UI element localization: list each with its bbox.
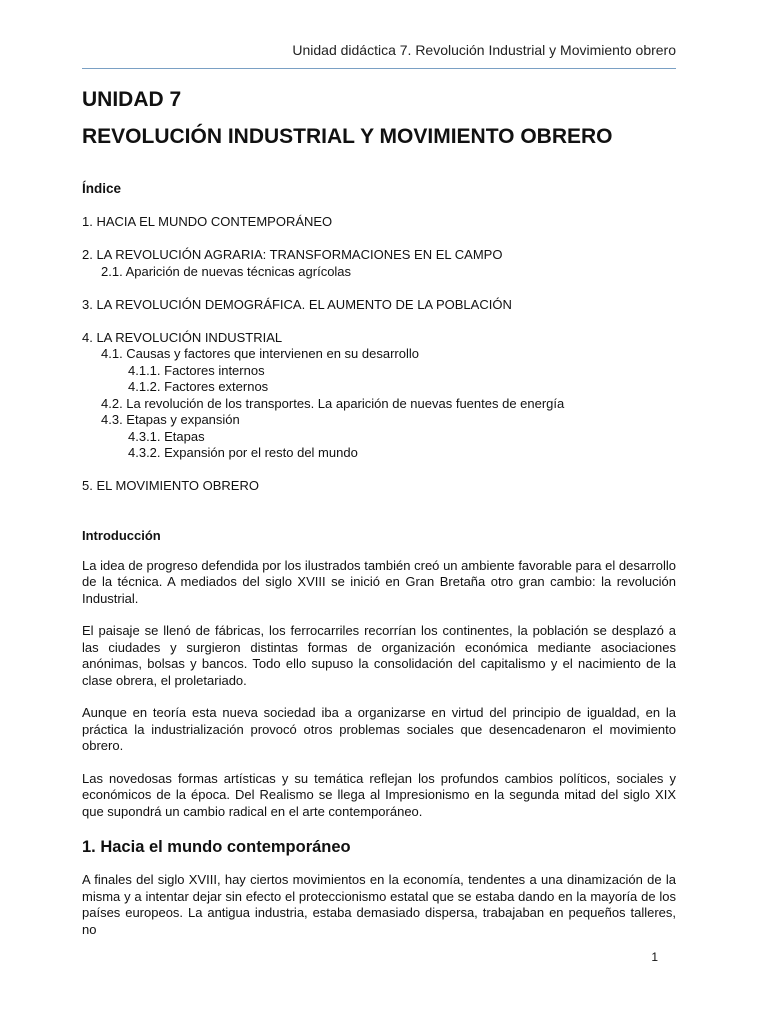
toc-item: 4.1. Causas y factores que intervienen en su desarrollo bbox=[101, 346, 419, 361]
page-content bbox=[82, 86, 676, 938]
toc-item: 4.1.1. Factores internos bbox=[128, 362, 265, 378]
toc-item: 5. EL MOVIMIENTO OBRERO bbox=[82, 478, 259, 493]
toc-item: 4.3.1. Etapas bbox=[128, 428, 205, 444]
unit-title: UNIDAD 7 bbox=[82, 88, 182, 111]
toc-item: 3. LA REVOLUCIÓN DEMOGRÁFICA. EL AUMENTO DE LA POBLACIÓN bbox=[82, 296, 512, 312]
toc-item: 4.3. Etapas y expansión bbox=[101, 412, 240, 427]
section-paragraph: A finales del siglo XVIII, hay ciertos movimientos en la economía, tendentes a una dinamización de la misma y a intentar dejar sin efecto el proteccionismo estatal que se estaba dando en la mayoría de los países europeos. La antigua industria, estaba demasiado dispersa, trabajaban en pequeños talleres, no bbox=[82, 872, 676, 937]
toc-item: 2.1. Aparición de nuevas técnicas agrícolas bbox=[101, 263, 352, 279]
running-header: Unidad didáctica 7. Revolución Industrial y Movimiento obrero bbox=[292, 42, 676, 58]
toc-item: 4. LA REVOLUCIÓN INDUSTRIAL bbox=[82, 329, 283, 345]
intro-paragraph: El paisaje se llenó de fábricas, los ferrocarriles recorrían los continentes, la población se desplazó a las ciudades y surgieron distintas formas de organización económica mediante asociaciones anónimas, bolsas y bancos. Todo ello supuso la consolidación del capitalismo y el nacimiento de la clase obrera, el proletariado. bbox=[82, 623, 676, 688]
intro-paragraph: Aunque en teoría esta nueva sociedad iba a organizarse en virtud del principio de igualdad, en la práctica la industrialización provocó otros problemas sociales que desencadenaron el movimiento obrero. bbox=[82, 705, 676, 753]
table-of-contents bbox=[82, 214, 676, 495]
page-number: 1 bbox=[651, 950, 658, 964]
toc-item: 4.1.2. Factores externos bbox=[128, 379, 269, 394]
toc-item: 4.2. La revolución de los transportes. La aparición de nuevas fuentes de energía bbox=[101, 395, 565, 411]
section-heading: 1. Hacia el mundo contemporáneo bbox=[82, 838, 351, 856]
intro-heading: Introducción bbox=[82, 527, 161, 543]
header-divider bbox=[82, 68, 676, 69]
unit-subtitle: REVOLUCIÓN INDUSTRIAL Y MOVIMIENTO OBRERO bbox=[82, 125, 613, 148]
intro-paragraph: La idea de progreso defendida por los ilustrados también creó un ambiente favorable para el desarrollo de la técnica. A mediados del siglo XVIII se inició en Gran Bretaña otro gran cambio: la revolución Industrial. bbox=[82, 557, 676, 606]
intro-paragraph: Las novedosas formas artísticas y su temática reflejan los profundos cambios políticos, sociales y económicos de la época. Del Realismo se llega al Impresionismo en la segunda mitad del siglo XIX que supondrá un cambio radical en el arte contemporáneo. bbox=[82, 770, 676, 819]
toc-item: 2. LA REVOLUCIÓN AGRARIA: TRANSFORMACIONES EN EL CAMPO bbox=[82, 247, 503, 262]
toc-item: 1. HACIA EL MUNDO CONTEMPORÁNEO bbox=[82, 214, 333, 229]
index-heading: Índice bbox=[82, 181, 122, 196]
toc-item: 4.3.2. Expansión por el resto del mundo bbox=[128, 445, 358, 460]
